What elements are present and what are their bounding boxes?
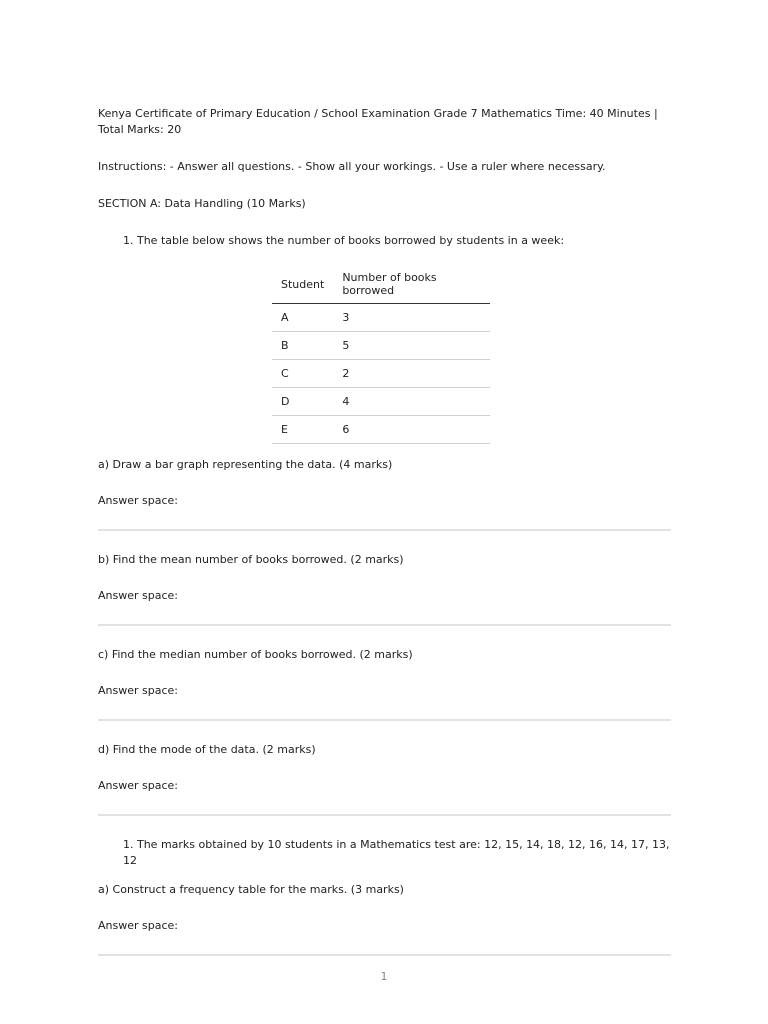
- answer-line[interactable]: [98, 719, 671, 721]
- question-1a-text: a) Draw a bar graph representing the data. (4 marks): [98, 458, 393, 471]
- student-cell: A: [272, 304, 333, 332]
- question-1b-text: b) Find the mean number of books borrowed. (2 marks): [98, 553, 404, 566]
- question-2a-text: a) Construct a frequency table for the marks. (3 marks): [98, 883, 404, 896]
- instructions: Instructions: - Answer all questions. - Show all your workings. - Use a ruler where necessary.: [98, 160, 606, 173]
- books-cell: 4: [333, 388, 490, 416]
- table-header-row: [272, 267, 490, 304]
- books-cell: 6: [333, 416, 490, 444]
- answer-line[interactable]: [98, 624, 671, 626]
- question-1d-text: d) Find the mode of the data. (2 marks): [98, 743, 316, 756]
- exam-header: Kenya Certificate of Primary Education / School Examination Grade 7 Mathematics Time: 40 Minutes | Total Marks: 20: [98, 107, 658, 136]
- answer-space-label: Answer space:: [98, 684, 178, 697]
- page-number: 1: [380, 970, 388, 983]
- question-1c-text: c) Find the median number of books borrowed. (2 marks): [98, 648, 413, 661]
- books-cell: 5: [333, 332, 490, 360]
- question-2-text: 1. The marks obtained by 10 students in a Mathematics test are: 12, 15, 14, 18, 12, 16, 14, 17, 13, 12: [123, 838, 670, 867]
- books-borrowed-table: [272, 267, 490, 444]
- table-row: [272, 332, 490, 360]
- answer-line[interactable]: [98, 814, 671, 816]
- answer-space-label: Answer space:: [98, 779, 178, 792]
- books-cell: 2: [333, 360, 490, 388]
- answer-line[interactable]: [98, 954, 671, 956]
- answer-space-label: Answer space:: [98, 919, 178, 932]
- answer-space-label: Answer space:: [98, 589, 178, 602]
- answer-line[interactable]: [98, 529, 671, 531]
- books-cell: 3: [333, 304, 490, 332]
- exam-page: [98, 106, 671, 956]
- table-row: [272, 304, 490, 332]
- student-cell: C: [272, 360, 333, 388]
- table-row: [272, 388, 490, 416]
- column-header-student: Student: [272, 267, 333, 304]
- table-row: [272, 416, 490, 444]
- student-cell: B: [272, 332, 333, 360]
- student-cell: D: [272, 388, 333, 416]
- answer-space-label: Answer space:: [98, 494, 178, 507]
- section-a-title: SECTION A: Data Handling (10 Marks): [98, 197, 306, 210]
- student-cell: E: [272, 416, 333, 444]
- table-row: [272, 360, 490, 388]
- column-header-books: Number of books borrowed: [333, 267, 490, 304]
- question-1-text: 1. The table below shows the number of books borrowed by students in a week:: [123, 234, 565, 247]
